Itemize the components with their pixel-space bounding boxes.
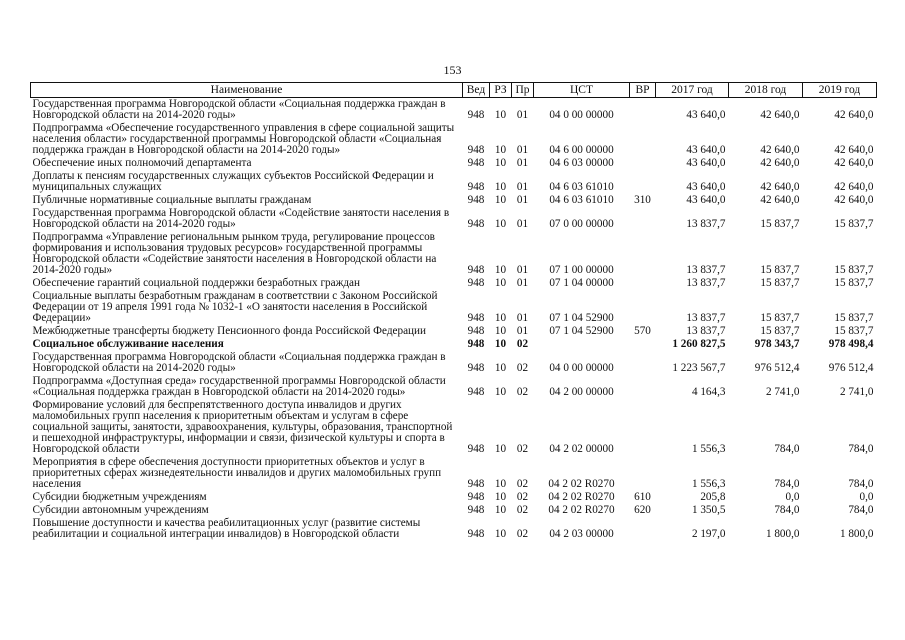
cell-ved: 948 — [467, 338, 485, 350]
cell-vr: 310 — [634, 194, 651, 206]
cell-name: Формирование условий для беспрепятственного доступа инвалидов и других маломобильных групп населения к приоритетным объектам и услугам в сфере социальной защиты, занятости, здравоохранения, культуры, образования, транспортной и пешеходной инфраструктуры, информации и связи, физической культуры и спорта в Новгородской области — [32, 399, 453, 455]
header-2019: 2019 год — [803, 83, 877, 98]
cell-name: Государственная программа Новгородской области «Содействие занятости населения в Новгородской области на 2014-2020 годы» — [32, 207, 450, 230]
cell-ved: 948 — [467, 264, 485, 276]
table-row — [31, 122, 877, 157]
cell-cst: 04 2 02 R0270 — [548, 478, 615, 490]
table-row — [31, 170, 877, 194]
cell-vr — [630, 207, 656, 231]
cell-2019: 42 640,0 — [834, 144, 874, 156]
cell-pr: 02 — [516, 338, 529, 350]
cell-ved: 948 — [467, 325, 485, 337]
cell-2019: 42 640,0 — [834, 109, 874, 121]
cell-2018: 42 640,0 — [760, 109, 800, 121]
cell-vr — [630, 98, 656, 123]
cell-rz: 10 — [494, 528, 507, 540]
cell-ved: 948 — [467, 277, 485, 289]
cell-vr: 620 — [634, 504, 651, 516]
cell-rz: 10 — [494, 504, 507, 516]
table-row — [31, 456, 877, 491]
cell-2017: 43 640,0 — [686, 157, 726, 169]
table-row — [31, 98, 877, 123]
cell-rz: 10 — [494, 218, 507, 230]
cell-2018: 0,0 — [785, 491, 800, 503]
cell-2018: 978 343,7 — [754, 338, 800, 350]
cell-2019: 42 640,0 — [834, 181, 874, 193]
table-row — [31, 277, 877, 290]
cell-cst: 04 6 03 00000 — [549, 157, 614, 169]
header-2017: 2017 год — [656, 83, 729, 98]
cell-2017: 4 164,3 — [691, 386, 726, 398]
cell-vr — [630, 399, 656, 456]
cell-pr: 01 — [516, 312, 529, 324]
cell-name: Межбюджетные трансферты бюджету Пенсионного фонда Российской Федерации — [32, 325, 427, 337]
cell-2019: 784,0 — [848, 504, 874, 516]
cell-vr — [630, 231, 656, 277]
cell-2018: 1 800,0 — [765, 528, 800, 540]
cell-pr: 01 — [516, 218, 529, 230]
cell-cst: 04 6 03 61010 — [549, 194, 614, 206]
cell-2017: 13 837,7 — [686, 218, 726, 230]
header-pr: Пр — [512, 83, 534, 98]
cell-2018: 15 837,7 — [760, 325, 800, 337]
cell-rz: 10 — [494, 478, 507, 490]
cell-2018: 2 741,0 — [765, 386, 800, 398]
table-body — [31, 98, 877, 542]
header-2018: 2018 год — [729, 83, 803, 98]
cell-2019: 15 837,7 — [834, 264, 874, 276]
cell-ved: 948 — [467, 386, 485, 398]
cell-ved: 948 — [467, 144, 485, 156]
cell-rz: 10 — [494, 194, 507, 206]
cell-pr: 01 — [516, 264, 529, 276]
cell-2017: 13 837,7 — [686, 264, 726, 276]
cell-vr — [630, 517, 656, 541]
cell-2017: 1 223 567,7 — [672, 362, 726, 374]
cell-name: Подпрограмма «Обеспечение государственного управления в сфере социальной защиты населения области» государственной программы Новгородской области «Социальная поддержка граждан в Новгородской области на 2014-2020 годы» — [32, 122, 455, 156]
header-vr: ВР — [630, 83, 656, 98]
cell-2017: 1 556,3 — [691, 443, 726, 455]
cell-2019: 784,0 — [848, 478, 874, 490]
cell-vr — [630, 290, 656, 325]
cell-ved: 948 — [467, 218, 485, 230]
cell-2017: 43 640,0 — [686, 194, 726, 206]
cell-name: Обеспечение гарантий социальной поддержки безработных граждан — [32, 277, 360, 289]
cell-2019: 15 837,7 — [834, 312, 874, 324]
cell-2019: 1 800,0 — [839, 528, 874, 540]
cell-name: Социальное обслуживание населения — [32, 338, 224, 350]
cell-ved: 948 — [467, 504, 485, 516]
cell-2019: 784,0 — [848, 443, 874, 455]
cell-vr — [630, 170, 656, 194]
cell-pr: 01 — [516, 194, 529, 206]
cell-vr — [630, 351, 656, 375]
cell-ved: 948 — [467, 528, 485, 540]
table-row — [31, 325, 877, 338]
cell-cst: 04 2 02 R0270 — [548, 491, 615, 503]
cell-2018: 42 640,0 — [760, 157, 800, 169]
table-row — [31, 517, 877, 541]
cell-2017: 1 260 827,5 — [672, 338, 726, 350]
cell-cst: 07 1 00 00000 — [549, 264, 614, 276]
cell-name: Социальные выплаты безработным гражданам в соответствии с Законом Российской Федерации от 19 апреля 1991 года № 1032-1 «О занятости населения в Российской Федерации» — [32, 290, 438, 324]
cell-cst: 04 2 02 00000 — [549, 443, 614, 455]
cell-2017: 1 350,5 — [691, 504, 726, 516]
cell-2018: 15 837,7 — [760, 218, 800, 230]
cell-rz: 10 — [494, 338, 507, 350]
cell-vr: 610 — [634, 491, 651, 503]
cell-2018: 784,0 — [774, 478, 800, 490]
cell-2019: 2 741,0 — [839, 386, 874, 398]
cell-pr: 02 — [516, 362, 529, 374]
table-row — [31, 231, 877, 277]
cell-2017: 1 556,3 — [691, 478, 726, 490]
cell-pr: 01 — [516, 325, 529, 337]
cell-vr — [630, 375, 656, 399]
cell-name: Повышение доступности и качества реабилитационных услуг (развитие системы реабилитации и социальной интеграции инвалидов) в Новгородской области — [32, 517, 421, 540]
table-row — [31, 504, 877, 517]
cell-2019: 976 512,4 — [828, 362, 874, 374]
cell-2019: 978 498,4 — [828, 338, 874, 350]
cell-name: Доплаты к пенсиям государственных служащих субъектов Российской Федерации и муниципальных служащих — [32, 170, 434, 193]
cell-pr: 02 — [516, 491, 529, 503]
cell-vr — [630, 277, 656, 290]
cell-2019: 42 640,0 — [834, 157, 874, 169]
cell-cst: 04 6 03 61010 — [549, 181, 614, 193]
cell-2018: 784,0 — [774, 443, 800, 455]
header-rz: РЗ — [490, 83, 512, 98]
cell-name: Субсидии бюджетным учреждениям — [32, 491, 207, 503]
table-row — [31, 338, 877, 351]
cell-2017: 43 640,0 — [686, 109, 726, 121]
cell-cst: 04 2 00 00000 — [549, 386, 614, 398]
table-row — [31, 207, 877, 231]
cell-name: Обеспечение иных полномочий департамента — [32, 157, 252, 169]
cell-vr: 570 — [634, 325, 651, 337]
cell-ved: 948 — [467, 312, 485, 324]
cell-rz: 10 — [494, 491, 507, 503]
table-row — [31, 351, 877, 375]
budget-table — [30, 82, 877, 541]
cell-pr: 01 — [516, 144, 529, 156]
table-row — [31, 491, 877, 504]
table-row — [31, 375, 877, 399]
cell-rz: 10 — [494, 157, 507, 169]
table-row — [31, 290, 877, 325]
cell-2018: 42 640,0 — [760, 194, 800, 206]
cell-name: Государственная программа Новгородской области «Социальная поддержка граждан в Новгородской области на 2014-2020 годы» — [32, 351, 446, 374]
cell-name: Публичные нормативные социальные выплаты гражданам — [32, 194, 312, 206]
cell-cst: 07 1 04 52900 — [549, 312, 614, 324]
cell-pr: 02 — [516, 504, 529, 516]
cell-ved: 948 — [467, 478, 485, 490]
table-header-row — [31, 83, 877, 98]
cell-vr — [630, 122, 656, 157]
cell-pr: 01 — [516, 109, 529, 121]
cell-2017: 13 837,7 — [686, 312, 726, 324]
cell-cst: 07 0 00 00000 — [549, 218, 614, 230]
cell-vr — [630, 157, 656, 170]
cell-2018: 15 837,7 — [760, 264, 800, 276]
cell-cst: 04 2 03 00000 — [549, 528, 614, 540]
cell-ved: 948 — [467, 443, 485, 455]
table-row — [31, 194, 877, 207]
header-name: Наименование — [31, 83, 463, 98]
header-cst: ЦСТ — [534, 83, 630, 98]
cell-2019: 15 837,7 — [834, 325, 874, 337]
page-number: 153 — [443, 63, 462, 77]
cell-rz: 10 — [494, 181, 507, 193]
cell-ved: 948 — [467, 157, 485, 169]
cell-name: Подпрограмма «Доступная среда» государственной программы Новгородской области «Социальная поддержка граждан в Новгородской области на 2014-2020 годы» — [32, 375, 446, 398]
cell-cst: 04 2 02 R0270 — [548, 504, 615, 516]
cell-cst: 04 0 00 00000 — [549, 362, 614, 374]
cell-rz: 10 — [494, 312, 507, 324]
cell-2018: 42 640,0 — [760, 144, 800, 156]
cell-cst: 07 1 04 00000 — [549, 277, 614, 289]
cell-2018: 784,0 — [774, 504, 800, 516]
cell-rz: 10 — [494, 325, 507, 337]
cell-2017: 2 197,0 — [691, 528, 726, 540]
cell-cst: 04 0 00 00000 — [549, 109, 614, 121]
cell-pr: 01 — [516, 157, 529, 169]
cell-cst — [534, 338, 630, 351]
cell-2017: 205,8 — [700, 491, 726, 503]
cell-2017: 43 640,0 — [686, 181, 726, 193]
cell-pr: 02 — [516, 528, 529, 540]
cell-rz: 10 — [494, 109, 507, 121]
table-row — [31, 399, 877, 456]
cell-2018: 976 512,4 — [754, 362, 800, 374]
cell-vr — [630, 456, 656, 491]
cell-ved: 948 — [467, 362, 485, 374]
cell-pr: 01 — [516, 181, 529, 193]
cell-2017: 43 640,0 — [686, 144, 726, 156]
cell-rz: 10 — [494, 264, 507, 276]
cell-ved: 948 — [467, 491, 485, 503]
cell-cst: 04 6 00 00000 — [549, 144, 614, 156]
cell-cst: 07 1 04 52900 — [549, 325, 614, 337]
cell-pr: 02 — [516, 478, 529, 490]
cell-ved: 948 — [467, 194, 485, 206]
cell-pr: 01 — [516, 277, 529, 289]
table-row — [31, 157, 877, 170]
cell-2019: 15 837,7 — [834, 277, 874, 289]
cell-vr — [630, 338, 656, 351]
cell-name: Мероприятия в сфере обеспечения доступности приоритетных объектов и услуг в приоритетных сферах жизнедеятельности инвалидов и других маломобильных групп населения — [32, 456, 442, 490]
cell-2018: 15 837,7 — [760, 312, 800, 324]
cell-2019: 0,0 — [859, 491, 874, 503]
cell-rz: 10 — [494, 277, 507, 289]
cell-pr: 02 — [516, 443, 529, 455]
cell-name: Подпрограмма «Управление региональным рынком труда, регулирование процессов формирования и использования трудовых ресурсов» государственной программы Новгородской области «Содействие занятости населения в Новгородской области на 2014-2020 годы» — [32, 231, 437, 276]
cell-ved: 948 — [467, 181, 485, 193]
cell-rz: 10 — [494, 362, 507, 374]
cell-2018: 15 837,7 — [760, 277, 800, 289]
cell-2018: 42 640,0 — [760, 181, 800, 193]
cell-rz: 10 — [494, 144, 507, 156]
cell-rz: 10 — [494, 443, 507, 455]
cell-rz: 10 — [494, 386, 507, 398]
cell-ved: 948 — [467, 109, 485, 121]
cell-2019: 15 837,7 — [834, 218, 874, 230]
header-ved: Вед — [463, 83, 490, 98]
cell-name: Субсидии автономным учреждениям — [32, 504, 209, 516]
cell-pr: 02 — [516, 386, 529, 398]
cell-2019: 42 640,0 — [834, 194, 874, 206]
cell-name: Государственная программа Новгородской области «Социальная поддержка граждан в Новгородской области на 2014-2020 годы» — [32, 98, 446, 121]
cell-2017: 13 837,7 — [686, 277, 726, 289]
cell-2017: 13 837,7 — [686, 325, 726, 337]
